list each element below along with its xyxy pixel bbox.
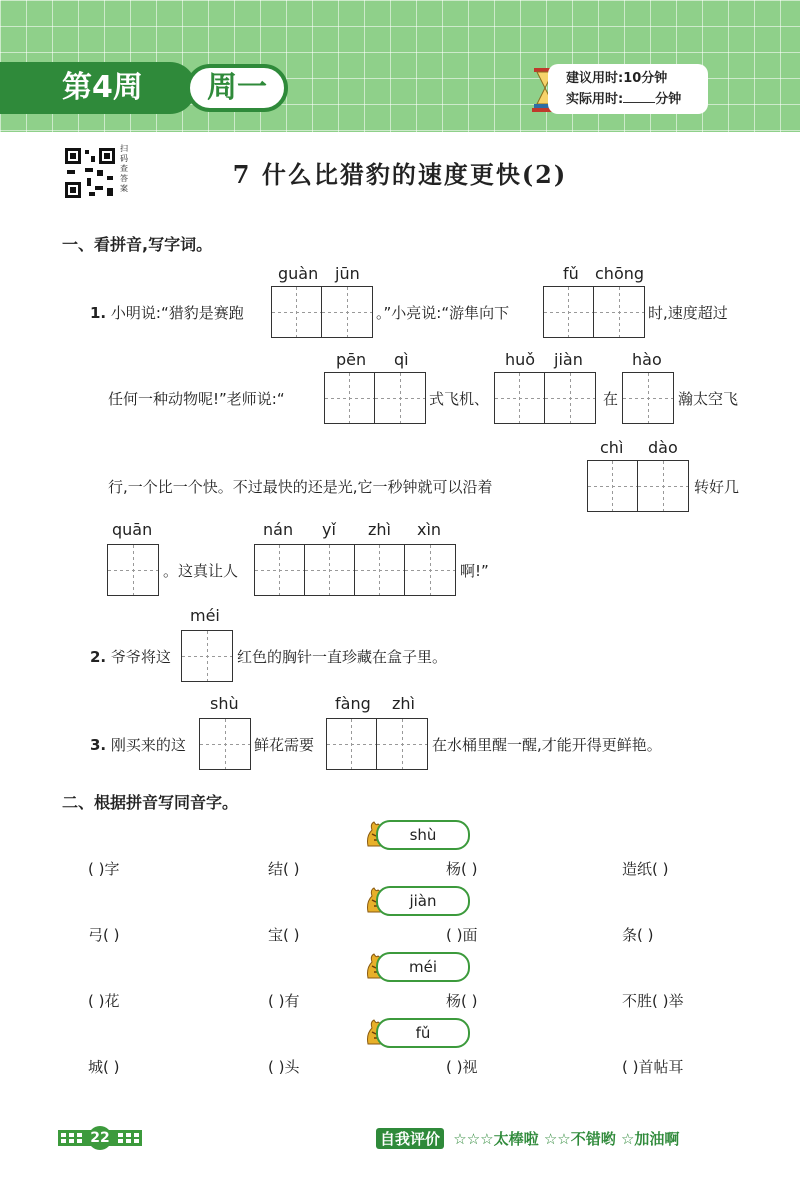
pinyin-qi: qì xyxy=(394,350,409,369)
blank-item[interactable]: 杨( ) xyxy=(446,860,478,878)
q1-line1: 1. 小明说:“猎豹是赛跑 xyxy=(90,304,244,322)
answer-box-quan[interactable] xyxy=(107,544,159,596)
page-title: 7 什么比猎豹的速度更快(2) xyxy=(232,160,568,189)
eval-option-great[interactable]: ☆☆☆太棒啦 xyxy=(453,1130,539,1148)
answer-box-mei[interactable] xyxy=(181,630,233,682)
answer-box-guanjun[interactable] xyxy=(271,286,373,338)
day-label: 周一 xyxy=(186,64,288,112)
pinyin-nan: nán xyxy=(263,520,294,539)
pinyin-pill xyxy=(364,952,468,982)
pinyin-zhi: zhì xyxy=(368,520,391,539)
pinyin-shu-label: shù xyxy=(376,820,470,850)
pinyin-dao: dào xyxy=(648,438,678,457)
answer-box-chidao[interactable] xyxy=(587,460,689,512)
self-evaluation xyxy=(376,1128,679,1152)
q1-text2: 。”小亮说:“游隼向下 xyxy=(376,304,510,322)
qr-label: 扫码查答案 xyxy=(120,144,128,193)
q1-text8: 行,一个比一个快。不过最快的还是光,它一秒钟就可以沿着 xyxy=(108,478,493,496)
answer-box-fuchong[interactable] xyxy=(543,286,645,338)
actual-time: 实际用时: 分钟 xyxy=(566,92,682,107)
blank-item[interactable]: ( )花 xyxy=(88,992,120,1010)
pinyin-guan: guàn xyxy=(278,264,319,283)
q1-text9: 转好几 xyxy=(694,478,740,496)
q3-text1: 3. 刚买来的这 xyxy=(90,736,186,754)
actual-time-blank[interactable] xyxy=(623,90,655,103)
blank-item[interactable]: 城( ) xyxy=(88,1058,120,1076)
q1-text3: 时,速度超过 xyxy=(648,304,728,322)
blank-item[interactable]: 造纸( ) xyxy=(622,860,669,878)
blank-item[interactable]: 条( ) xyxy=(622,926,654,944)
pinyin-zhi2: zhì xyxy=(392,694,415,713)
pinyin-jun: jūn xyxy=(335,264,360,283)
pinyin-chong: chōng xyxy=(595,264,645,283)
answer-box-huojian[interactable] xyxy=(494,372,596,424)
timer-box xyxy=(548,64,708,114)
pinyin-xin: xìn xyxy=(417,520,442,539)
pinyin-pill xyxy=(364,886,468,916)
pinyin-huo: huǒ xyxy=(505,350,536,369)
eval-option-keep-going[interactable]: ☆加油啊 xyxy=(620,1130,680,1148)
blank-item[interactable]: ( )头 xyxy=(268,1058,300,1076)
q1-text6: 在 xyxy=(603,390,619,408)
blank-item[interactable]: 不胜( )举 xyxy=(622,992,684,1010)
section2-heading: 二、根据拼音写同音字。 xyxy=(62,793,239,812)
answer-box-nanyizhixin[interactable] xyxy=(254,544,456,596)
q3-text3: 在水桶里醒一醒,才能开得更鲜艳。 xyxy=(432,736,662,754)
pinyin-mei-label: méi xyxy=(376,952,470,982)
q1-text7: 瀚太空飞 xyxy=(678,390,739,408)
q2-text1: 2. 爷爷将这 xyxy=(90,648,171,666)
pinyin-fu: fǔ xyxy=(563,264,579,283)
pinyin-chi: chì xyxy=(600,438,624,457)
pinyin-quan: quān xyxy=(112,520,153,539)
pinyin-jian-label: jiàn xyxy=(376,886,470,916)
blank-item[interactable]: ( )面 xyxy=(446,926,478,944)
answer-box-penqi[interactable] xyxy=(324,372,426,424)
blank-item[interactable]: 杨( ) xyxy=(446,992,478,1010)
blank-item[interactable]: ( )视 xyxy=(446,1058,478,1076)
pinyin-mei: méi xyxy=(190,606,220,625)
answer-box-hao[interactable] xyxy=(622,372,674,424)
pinyin-fu-label: fǔ xyxy=(376,1018,470,1048)
blank-item[interactable]: ( )首帖耳 xyxy=(622,1058,684,1076)
week-label: 第4周 xyxy=(0,62,196,114)
eval-option-good[interactable]: ☆☆不错哟 xyxy=(543,1130,616,1148)
page-number xyxy=(58,1126,142,1150)
eval-label: 自我评价 xyxy=(376,1128,444,1149)
answer-box-shu[interactable] xyxy=(199,718,251,770)
q1-text4: 任何一种动物呢!”老师说:“ xyxy=(108,390,285,408)
pinyin-jian: jiàn xyxy=(554,350,583,369)
q1-text11: 啊!” xyxy=(460,562,489,580)
pinyin-shu: shù xyxy=(210,694,239,713)
q1-text10: 。这真让人 xyxy=(163,562,239,580)
blank-item[interactable]: 弓( ) xyxy=(88,926,120,944)
blank-item[interactable]: ( )有 xyxy=(268,992,300,1010)
pinyin-pill xyxy=(364,1018,468,1048)
suggested-time: 建议用时:10分钟 xyxy=(566,71,668,86)
pinyin-pen: pēn xyxy=(336,350,367,369)
section1-heading: 一、看拼音,写字词。 xyxy=(62,235,213,254)
pinyin-fang: fàng xyxy=(335,694,371,713)
q3-text2: 鲜花需要 xyxy=(254,736,315,754)
pinyin-hao: hào xyxy=(632,350,662,369)
q2-text2: 红色的胸针一直珍藏在盒子里。 xyxy=(237,648,448,666)
blank-item[interactable]: 结( ) xyxy=(268,860,300,878)
pinyin-yi: yǐ xyxy=(322,520,336,539)
page-number-value: 22 xyxy=(88,1126,112,1150)
blank-item[interactable]: 宝( ) xyxy=(268,926,300,944)
answer-box-fangzhi[interactable] xyxy=(326,718,428,770)
pinyin-pill xyxy=(364,820,468,850)
q1-text5: 式飞机、 xyxy=(429,390,490,408)
blank-item[interactable]: ( )字 xyxy=(88,860,120,878)
